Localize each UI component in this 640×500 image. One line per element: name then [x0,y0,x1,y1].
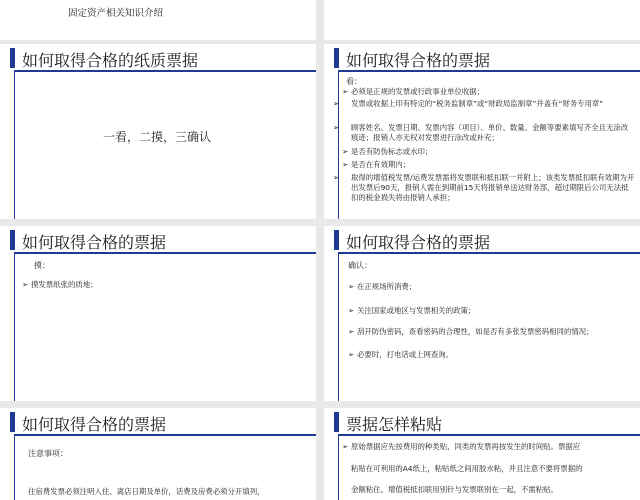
arrow-icon: ➢ [342,87,349,96]
section-heading: 摸： [34,261,50,270]
list-item: ➢ 是否在有效期内； [342,160,411,169]
arrow-icon: ➢ [342,147,349,156]
arrow-icon: ➢ [22,280,29,289]
arrow-icon: ➢ [333,173,340,182]
list-item: ➢ 必要时，打电话或上网查询。 [348,350,454,359]
section-heading: 看： [346,77,362,86]
list-item: ➢ 取得的增值税发票/运费发票需将发票联和抵扣联一并附上；该类发票抵扣联有效期为开出发票后90天，报销人需在到期前15天将报销单送达财务部，超过期限后公司无法抵扣的税金损失将由报销人承担； [333,173,635,202]
slide-title: 如何取得合格的纸质票据 [22,51,199,70]
slide-top-left [0,0,316,40]
slide-look [324,44,640,219]
arrow-icon: ➢ [333,123,340,132]
list-item: ➢ 摸发票纸张的质地； [22,280,98,289]
left-rule [14,252,15,401]
title-rule [14,70,316,72]
title-rule [14,434,316,436]
list-item: ➢ 是否有防伪标志或水印； [342,147,433,156]
arrow-icon: ➢ [348,282,355,291]
slide-touch [0,226,316,401]
title-rule [338,434,640,436]
arrow-icon: ➢ [333,99,340,108]
notes-body: 住宿费发票必须注明入住、离店日期及单价，话费及房费必须分开填列， [28,487,265,496]
title-rule [14,252,316,254]
slide-title: 如何取得合格的票据 [346,51,491,70]
list-item: ➢ 刮开防伪密码，查看密码的合理性，如是否有多张发票密码相同的情况； [348,327,594,336]
left-rule [338,434,339,500]
list-item: ➢ 关注国家或地区与发票相关的政策； [348,306,476,315]
arrow-icon: ➢ [348,306,355,315]
slide-notes [0,408,316,500]
slide-paste [324,408,640,500]
list-item: ➢ 在正规场所消费； [348,282,417,291]
slide-top-right [324,0,640,40]
list-item: ➢ 必须是正规的发票或行政事业单位收据； [342,87,485,96]
section-heading: 注意事项： [28,449,68,458]
center-text: 一看，二摸，三确认 [103,130,212,144]
paste-line: ➢ 原始票据应先按费用的种类贴，同类的发票再按发生的时间贴。票据应 [342,442,581,451]
left-rule [338,252,339,401]
list-item: ➢ 发票或收据上印有特定的“税务监制章”或“财政局监制章”并盖有“财务专用章” [333,99,604,108]
slide-title: 如何取得合格的票据 [346,233,491,252]
slide-caption: 固定资产相关知识介绍 [68,8,164,19]
paste-line: 粘贴在可利用的A4纸上，粘贴纸之间用胶水粘，并且注意不要将票据的 [351,464,583,473]
title-rule [338,252,640,254]
left-rule [14,70,15,219]
left-rule [338,70,339,219]
left-rule [14,434,15,500]
slide-paper [0,44,316,219]
arrow-icon: ➢ [348,327,355,336]
section-heading: 确认： [348,261,372,270]
slide-title: 如何取得合格的票据 [22,233,167,252]
arrow-icon: ➢ [348,350,355,359]
slide-confirm [324,226,640,401]
arrow-icon: ➢ [342,160,349,169]
title-rule [338,70,640,72]
slide-title: 票据怎样粘贴 [346,415,443,434]
paste-line: 金额粘住。增值税抵扣联用别针与发票联别在一起，不需粘贴。 [351,485,558,494]
arrow-icon: ➢ [342,442,349,451]
list-item: ➢ 顾客姓名、发票日期、发票内容（项目）、单价、数量、金额等要素填写齐全且无涂改痕迹；报销人亦无权对发票进行涂改或补充； [333,123,629,142]
slide-title: 如何取得合格的票据 [22,415,167,434]
